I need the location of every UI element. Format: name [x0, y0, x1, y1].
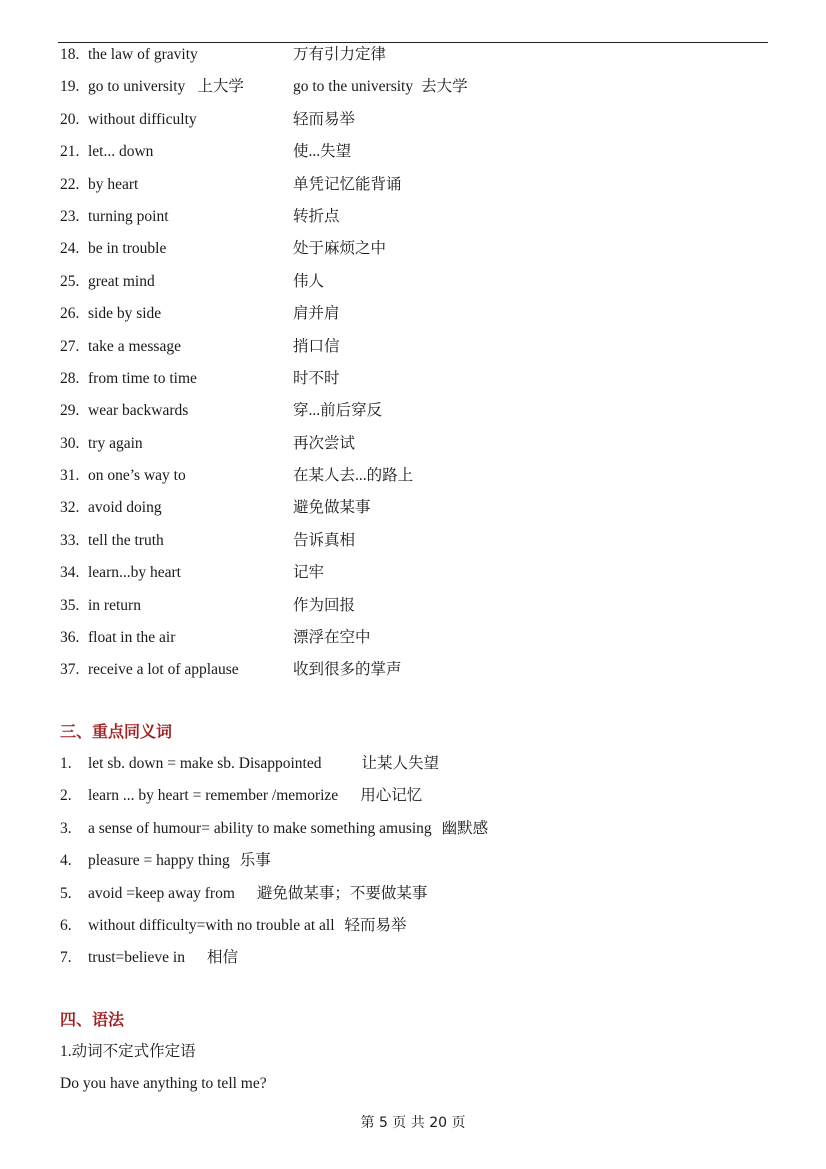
phrase-number: 35. — [60, 596, 80, 614]
phrase-english: take a message — [88, 337, 181, 355]
synonym-chinese: 幽默感 — [441, 819, 489, 837]
phrase-row — [60, 234, 760, 266]
synonym-row — [60, 845, 760, 877]
phrase-number: 37. — [60, 661, 80, 679]
synonym-row — [60, 942, 760, 974]
phrase-chinese: 捎口信 — [293, 337, 340, 355]
phrase-english: be in trouble — [88, 240, 167, 258]
phrase-english: go to university — [88, 78, 186, 96]
synonym-text — [88, 813, 488, 845]
synonym-english: pleasure = happy thing — [88, 852, 230, 870]
phrase-english: on one’s way to — [88, 467, 186, 485]
synonym-row — [60, 910, 760, 942]
phrase-chinese: 处于麻烦之中 — [293, 240, 387, 258]
phrase-row — [60, 137, 760, 169]
synonyms-section-title: 三、重点同义词 — [60, 722, 173, 741]
synonym-chinese: 轻而易举 — [344, 916, 407, 934]
grammar-section-title: 四、语法 — [60, 1010, 125, 1029]
phrase-row — [60, 429, 760, 461]
synonyms-list — [60, 748, 760, 975]
phrase-english: turning point — [88, 207, 169, 225]
phrase-english: by heart — [88, 175, 139, 193]
phrase-english: receive a lot of applause — [88, 661, 239, 679]
phrase-chinese: 肩并肩 — [293, 305, 340, 323]
synonym-english: avoid =keep away from — [88, 884, 235, 902]
phrase-number: 36. — [60, 629, 80, 647]
phrase-number: 18. — [60, 46, 80, 63]
synonym-english: learn ... by heart = remember /memorize — [88, 787, 339, 805]
phrase-english: great mind — [88, 272, 155, 290]
synonym-text — [88, 845, 271, 877]
phrase-row — [60, 558, 760, 590]
phrase-english: the law of gravity — [88, 46, 198, 63]
phrase-english: wear backwards — [88, 402, 189, 420]
synonym-row — [60, 813, 760, 845]
phrase-chinese: 在某人去...的路上 — [293, 467, 414, 485]
phrase-number: 21. — [60, 143, 80, 161]
phrase-number: 23. — [60, 207, 80, 225]
phrase-number: 25. — [60, 272, 80, 290]
phrase-list — [60, 40, 760, 688]
phrase-number: 27. — [60, 337, 80, 355]
phrase-chinese: 轻而易举 — [293, 110, 356, 128]
synonym-english: a sense of humour= ability to make something amusing — [88, 819, 432, 837]
phrase-chinese: 作为回报 — [293, 596, 356, 614]
phrase-english-inline-chinese: 上大学 — [197, 78, 244, 96]
phrase-chinese: 时不时 — [293, 369, 340, 387]
synonym-chinese: 相信 — [206, 949, 238, 967]
phrase-row — [60, 461, 760, 493]
phrase-number: 29. — [60, 402, 80, 420]
phrase-english: in return — [88, 596, 141, 614]
phrase-row — [60, 493, 760, 525]
synonym-chinese: 让某人失望 — [361, 755, 439, 772]
phrase-chinese: 单凭记忆能背诵 — [293, 175, 402, 193]
phrase-number: 24. — [60, 240, 80, 258]
synonym-text — [88, 748, 439, 780]
synonym-row — [60, 748, 760, 780]
synonym-chinese: 乐事 — [239, 852, 271, 870]
phrase-number: 26. — [60, 305, 80, 323]
phrase-chinese: 记牢 — [293, 564, 325, 582]
phrase-english: float in the air — [88, 629, 176, 647]
phrase-number: 33. — [60, 531, 80, 549]
phrase-number: 20. — [60, 110, 80, 128]
synonym-number: 2. — [60, 787, 72, 805]
phrase-english: avoid doing — [88, 499, 162, 517]
synonym-number: 7. — [60, 949, 72, 967]
phrase-row — [60, 299, 760, 331]
phrase-number: 30. — [60, 434, 80, 452]
phrase-row — [60, 72, 760, 104]
page-footer: 第 5 页 共 20 页 — [360, 1115, 466, 1131]
phrase-chinese: 穿...前后穿反 — [293, 402, 383, 420]
phrase-row — [60, 364, 760, 396]
phrase-chinese: 收到很多的掌声 — [293, 661, 402, 679]
phrase-number: 34. — [60, 564, 80, 582]
phrase-row — [60, 332, 760, 364]
synonym-english: trust=believe in — [88, 949, 185, 967]
phrase-english-group — [88, 72, 244, 102]
phrase-chinese: 再次尝试 — [293, 434, 356, 452]
phrase-row — [60, 655, 760, 687]
phrase-row — [60, 170, 760, 202]
synonym-english: without difficulty=with no trouble at all — [88, 916, 335, 934]
phrase-chinese: 伟人 — [293, 272, 325, 290]
phrase-row — [60, 526, 760, 558]
phrase-number: 19. — [60, 78, 80, 96]
phrase-chinese: 去大学 — [421, 78, 468, 96]
phrase-row — [60, 396, 760, 428]
phrase-chinese-group — [293, 72, 468, 102]
phrase-chinese: 转折点 — [293, 207, 340, 225]
synonym-number: 6. — [60, 916, 72, 934]
synonym-english: let sb. down = make sb. Disappointed — [88, 755, 322, 772]
phrase-number: 31. — [60, 467, 80, 485]
phrase-number: 28. — [60, 369, 80, 387]
phrase-english: side by side — [88, 305, 162, 323]
synonym-chinese: 用心记忆 — [360, 787, 423, 805]
phrase-row — [60, 202, 760, 234]
phrase-chinese: 使...失望 — [293, 143, 352, 161]
phrase-english: let... down — [88, 143, 154, 161]
phrase-chinese: 万有引力定律 — [293, 46, 387, 63]
synonym-row — [60, 878, 760, 910]
synonym-number: 5. — [60, 884, 72, 902]
phrase-chinese-inline-english: go to the university — [293, 78, 414, 96]
grammar-subheading: 1.动词不定式作定语 — [60, 1043, 196, 1060]
phrase-english: without difficulty — [88, 110, 197, 128]
phrase-row — [60, 105, 760, 137]
synonym-text — [88, 910, 407, 942]
synonym-row — [60, 780, 760, 812]
phrase-chinese: 漂浮在空中 — [293, 629, 371, 647]
phrase-english: try again — [88, 434, 143, 452]
phrase-row — [60, 40, 760, 72]
phrase-english: from time to time — [88, 369, 197, 387]
phrase-number: 22. — [60, 175, 80, 193]
synonym-text — [88, 780, 422, 812]
synonym-number: 1. — [60, 755, 72, 772]
phrase-chinese: 避免做某事 — [293, 499, 371, 517]
phrase-row — [60, 623, 760, 655]
phrase-english: tell the truth — [88, 531, 164, 549]
synonym-chinese: 避免做某事；不要做某事 — [256, 884, 428, 902]
synonym-text — [88, 878, 427, 910]
phrase-english: learn...by heart — [88, 564, 181, 582]
phrase-row — [60, 267, 760, 299]
synonym-number: 4. — [60, 852, 72, 870]
phrase-number: 32. — [60, 499, 80, 517]
grammar-example-sentence: Do you have anything to tell me? — [60, 1075, 267, 1092]
synonym-text — [88, 942, 238, 974]
phrase-chinese: 告诉真相 — [293, 531, 356, 549]
phrase-row — [60, 591, 760, 623]
synonym-number: 3. — [60, 819, 72, 837]
